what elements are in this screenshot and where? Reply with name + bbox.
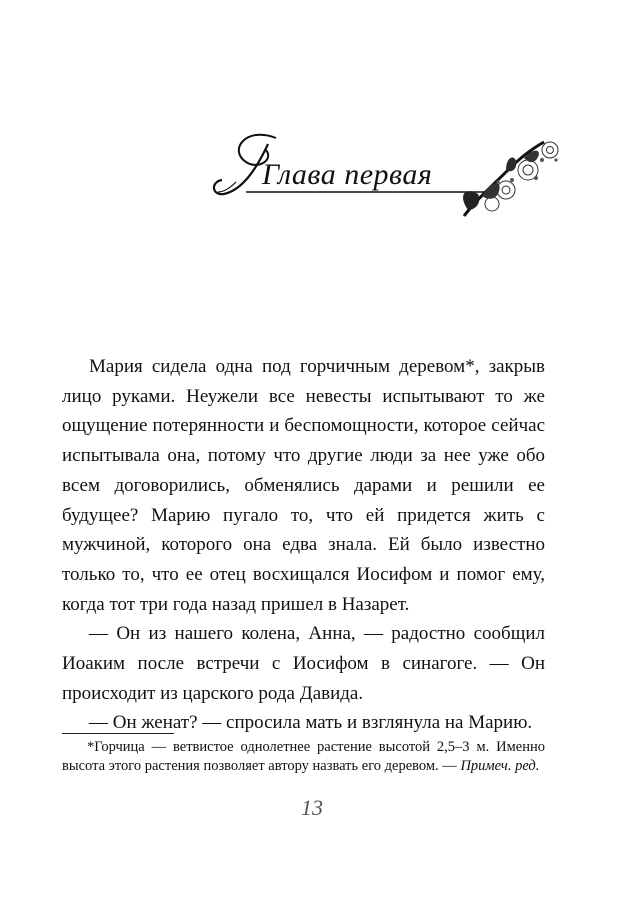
paragraph: — Он женат? — спросила мать и взглянула на Марию. — [89, 712, 533, 734]
footnote — [62, 738, 545, 776]
footnote-divider — [62, 733, 174, 734]
footnote-text: *Горчица — ветвистое однолетнее растение высотой 2,5–3 м. Именно высота этого растения позволяет автору назвать его деревом. — — [62, 739, 545, 774]
chapter-title: Глава первая — [262, 158, 433, 191]
paragraph: — Он из нашего колена, Анна, — радостно сообщил Иоаким после встречи с Иосифом в синагоге. — Он происходит из царского рода Давида. — [62, 623, 545, 704]
chapter-text — [62, 352, 545, 738]
footnote-note: Примеч. ред. — [460, 758, 540, 774]
page-number: 13 — [301, 795, 323, 820]
paragraph: Мария сидела одна под горчичным деревом*, закрыв лицо руками. Неужели все невесты испытывают то же ощущение потерянности и беспомощности, которое сейчас испытывала она, потому что другие люди за нее уже обо всем договорились, обменялись дарами и решили ее будущее? Марию пугало то, что ей придется жить с мужчиной, которого она едва знала. Ей было известно только то, что ее отец восхищался Иосифом и помог ему, когда тот три года назад пришел в Назарет. — [62, 356, 545, 615]
chapter-heading — [206, 120, 566, 230]
